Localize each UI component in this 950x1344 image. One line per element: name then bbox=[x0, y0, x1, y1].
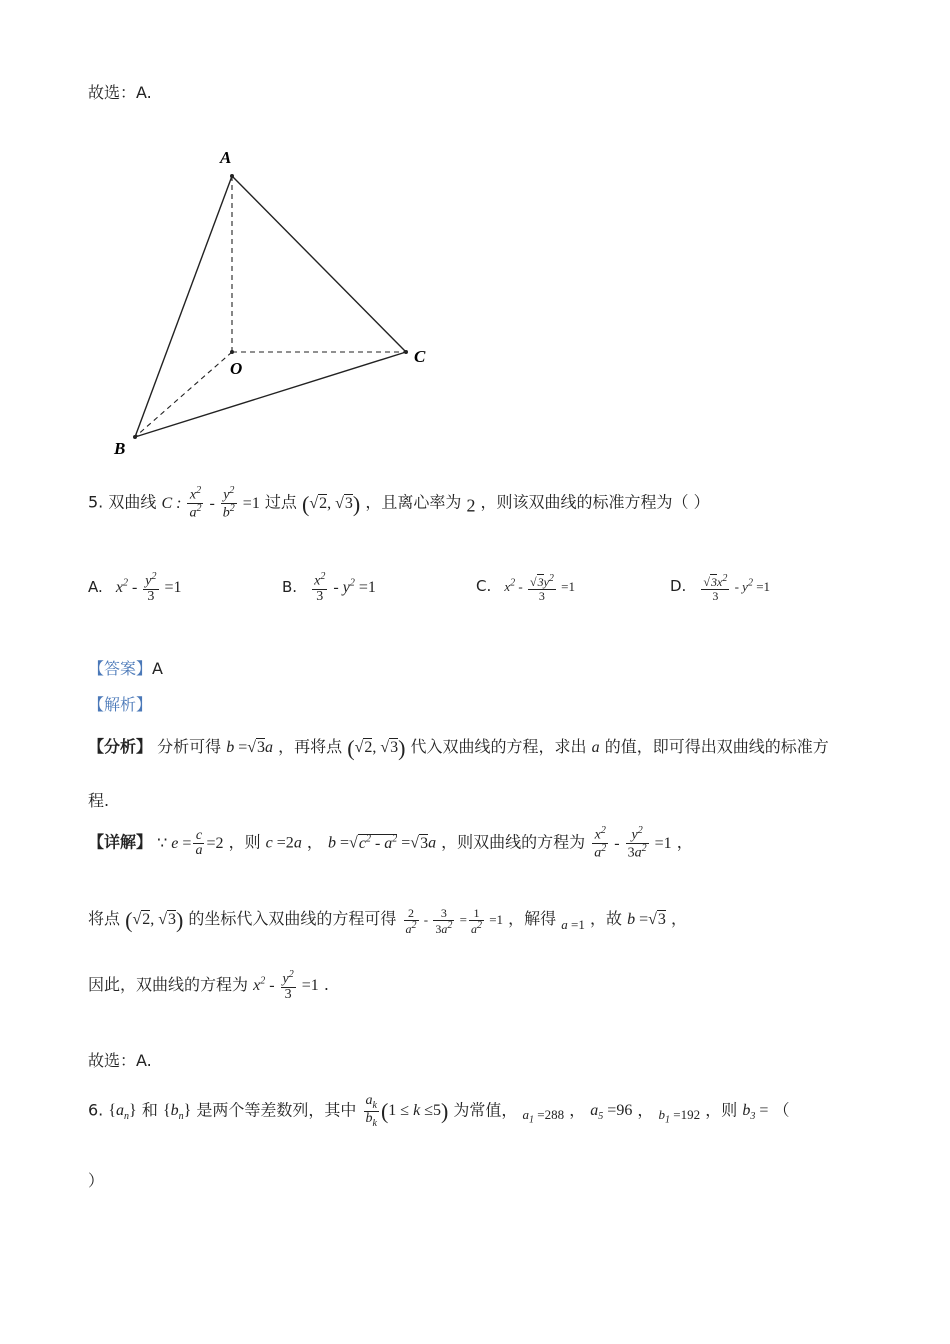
option-d: D. $\frac{√3x^2}{3}$ - $y^2 =1$ bbox=[670, 573, 771, 603]
edge-ac bbox=[232, 176, 406, 352]
line2-text-3: ，解得 bbox=[508, 909, 557, 928]
option-a: A. $x^2$ - $\frac{y^2}{3}$ =1 bbox=[88, 571, 182, 605]
detail-line-3 bbox=[88, 970, 329, 1003]
option-a-letter: A. bbox=[88, 578, 103, 597]
fenxi-var-a: a bbox=[591, 739, 600, 756]
q5-formula: C : $\frac{x^2}{a^2}$ - $\frac{y^2}{b^2}$ =1 bbox=[161, 485, 260, 521]
analysis-line bbox=[88, 692, 152, 715]
q6-text-1: 是两个等差数列，其中 bbox=[196, 1100, 357, 1120]
detail-text-1: ，则 bbox=[228, 832, 261, 852]
q6-a1: a1 =288 bbox=[522, 1107, 565, 1127]
detail-formula-c: c =2a bbox=[265, 834, 302, 852]
option-b-letter: B. bbox=[282, 578, 298, 597]
option-d-letter: D. bbox=[670, 577, 687, 596]
answer-value: A bbox=[152, 659, 163, 678]
fenxi-text-1: 分析可得 bbox=[157, 737, 222, 756]
answer-line bbox=[88, 656, 163, 679]
fenxi-label: 【分析】 bbox=[88, 737, 153, 756]
line2-b-value: b =√3 bbox=[627, 911, 666, 928]
q6-and: 和 bbox=[141, 1100, 158, 1120]
point-a bbox=[230, 174, 234, 178]
fenxi-text-4: 的值，即可得出双曲线的标准方 bbox=[604, 737, 829, 756]
detail-text-4: ， bbox=[676, 832, 693, 852]
line3-text-2: . bbox=[323, 975, 329, 995]
line2-text-4: ，故 bbox=[589, 909, 622, 928]
detail-text-2: ， bbox=[306, 832, 323, 852]
q6-text-2: 为常值， bbox=[453, 1100, 518, 1120]
detail-line-2 bbox=[88, 906, 687, 935]
line2-point: (√2, √3) bbox=[125, 907, 184, 933]
label-c: C bbox=[414, 347, 426, 366]
q5-text-post: ，且离心率为 bbox=[365, 492, 462, 512]
q6-text-6: （ bbox=[773, 1100, 790, 1120]
q5-number: 5. bbox=[88, 492, 104, 512]
line2-a-value: a =1 bbox=[561, 917, 585, 932]
q5-point: (√2, √3) bbox=[302, 490, 361, 516]
line3-formula: $x^2$ - $\frac{y^2}{3}$ =1 bbox=[253, 969, 319, 1003]
answer-label: 【答案】 bbox=[88, 659, 153, 678]
q6-text-4: ， bbox=[637, 1100, 654, 1120]
label-a: A bbox=[220, 148, 232, 167]
line2-formula: $\frac{2}{a^2}$ - $\frac{3}{3a^2}$ = $\frac{1}{a^2}$ =1 bbox=[405, 905, 504, 936]
question-5 bbox=[88, 486, 710, 522]
analysis-label: 【解析】 bbox=[88, 695, 153, 714]
q6-text-3: ， bbox=[569, 1100, 586, 1120]
detail-formula-e: ∵ e = $\frac{c}{a}$ =2 bbox=[157, 827, 224, 859]
q5-eccentricity: 2 bbox=[466, 495, 476, 516]
q6-a5: $a_5 =96$ bbox=[590, 1102, 633, 1123]
fenxi-formula-b: b =√3a bbox=[226, 739, 274, 756]
detail-formula-b: $b =√c^2 - a^2 =√3a$ bbox=[328, 833, 437, 852]
tetrahedron-figure bbox=[100, 140, 460, 470]
fenxi-text-2: ，再将点 bbox=[278, 737, 343, 756]
question-6 bbox=[88, 1094, 789, 1130]
label-b: B bbox=[114, 439, 126, 458]
q6-b3: $b_3$ = bbox=[742, 1102, 769, 1123]
fenxi-line bbox=[88, 734, 829, 761]
fenxi-line-2: 程. bbox=[88, 791, 110, 810]
q5-text-mid: 过点 bbox=[264, 492, 297, 512]
q6-close-paren: ） bbox=[88, 1171, 105, 1190]
point-o bbox=[230, 350, 234, 354]
q6-ratio: $\frac{a_k}{b_k}$ (1 ≤ k ≤5) bbox=[365, 1093, 449, 1130]
edge-ab bbox=[135, 176, 232, 437]
point-c bbox=[404, 350, 408, 354]
q6-text-5: ，则 bbox=[705, 1100, 738, 1120]
label-o: O bbox=[230, 359, 243, 378]
q6-number: 6. bbox=[88, 1100, 104, 1120]
detail-line-1 bbox=[88, 826, 693, 862]
option-c-letter: C. bbox=[476, 577, 492, 596]
q6-seq-b: $\{b_n\}$ bbox=[162, 1102, 192, 1123]
fenxi-point: (√2, √3) bbox=[347, 735, 406, 761]
q5-text-end: ，则该双曲线的标准方程为（ ） bbox=[480, 492, 710, 512]
detail-label: 【详解】 bbox=[88, 832, 153, 852]
point-b bbox=[133, 435, 137, 439]
line2-text-5: ， bbox=[670, 909, 687, 928]
edge-ob-dashed bbox=[135, 352, 232, 437]
conclusion-2: 故选：A. bbox=[88, 1051, 152, 1070]
q6-seq-a: $\{a_n\}$ bbox=[108, 1102, 137, 1123]
detail-formula-eq: $\frac{x^2}{a^2}$ - $\frac{y^2}{3a^2}$ =1 bbox=[594, 825, 672, 861]
option-c: C. $x^2$ - $\frac{√3y^2}{3}$ =1 bbox=[476, 573, 575, 603]
line2-text-1: 将点 bbox=[88, 909, 121, 928]
conclusion-text: 故选：A. bbox=[88, 83, 152, 102]
detail-text-3: ，则双曲线的方程为 bbox=[441, 832, 586, 852]
fenxi-text-3: 代入双曲线的方程，求出 bbox=[410, 737, 587, 756]
line3-text-1: 因此，双曲线的方程为 bbox=[88, 975, 249, 995]
line2-text-2: 的坐标代入双曲线的方程可得 bbox=[188, 909, 397, 928]
q6-b1: b1 =192 bbox=[658, 1107, 701, 1127]
option-b: B. $\frac{x^2}{3}$ - $y^2 =1$ bbox=[282, 571, 376, 605]
edge-bc bbox=[135, 352, 406, 437]
q5-text-pre: 双曲线 bbox=[108, 492, 157, 512]
